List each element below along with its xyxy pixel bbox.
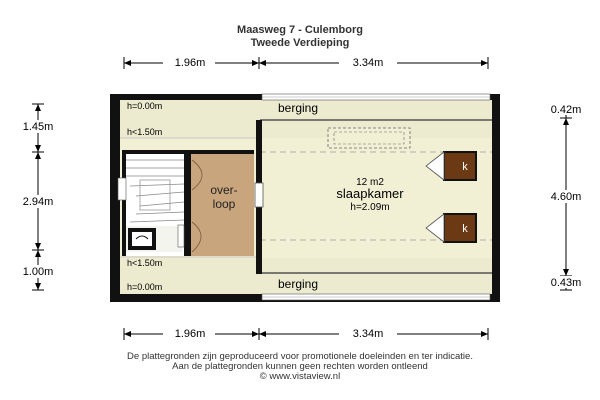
- dimension-bottom: [124, 327, 488, 340]
- dim-left-top: 1.45m: [22, 121, 54, 133]
- dim-right-bottom: 0.43m: [550, 277, 582, 289]
- dim-top-right: 3.34m: [352, 57, 384, 69]
- footer-copyright: © www.vistaview.nl: [259, 371, 341, 382]
- height-bottom-low: h<1.50m: [127, 258, 163, 268]
- slaapkamer-area: 12 m2: [356, 177, 384, 188]
- slaapkamer-height: h=2.09m: [350, 202, 390, 213]
- dimension-top: [124, 56, 488, 69]
- dim-bottom-right: 3.34m: [352, 328, 384, 340]
- slaapkamer-label: slaapkamer: [336, 186, 404, 201]
- skylight: [328, 128, 410, 148]
- berging-top-label: berging: [277, 101, 319, 115]
- dimension-right: [542, 103, 590, 290]
- plan-title: Maasweg 7 - Culemborg: [237, 24, 363, 36]
- berging-bottom-label: berging: [277, 277, 319, 291]
- plan-subtitle: Tweede Verdieping: [250, 37, 350, 49]
- dim-right-mid: 4.60m: [550, 191, 582, 203]
- dim-right-top: 0.42m: [550, 104, 582, 116]
- dim-top-left: 1.96m: [174, 57, 206, 69]
- sink-unit: [126, 225, 184, 252]
- overloop-label-1: over-: [210, 183, 238, 197]
- interior-wall: [255, 120, 263, 274]
- dim-left-mid: 2.94m: [22, 196, 54, 208]
- height-top-low: h<1.50m: [127, 127, 163, 137]
- height-top-zero: h=0.00m: [127, 101, 163, 111]
- footer-disclaimer: De plattegronden zijn geproduceerd voor promotionele doeleinden en ter indicatie.: [127, 351, 473, 362]
- overloop-label-2: loop: [212, 197, 236, 211]
- cabinet-1-label: k: [462, 161, 468, 173]
- footer-rights: Aan de plattegronden kunnen geen rechten worden ontleend: [172, 361, 428, 372]
- dimension-left: [14, 104, 62, 290]
- dim-left-bottom: 1.00m: [22, 266, 54, 278]
- cabinet-2-label: k: [462, 223, 468, 235]
- dim-bottom-left: 1.96m: [174, 328, 206, 340]
- height-bottom-zero: h=0.00m: [127, 282, 163, 292]
